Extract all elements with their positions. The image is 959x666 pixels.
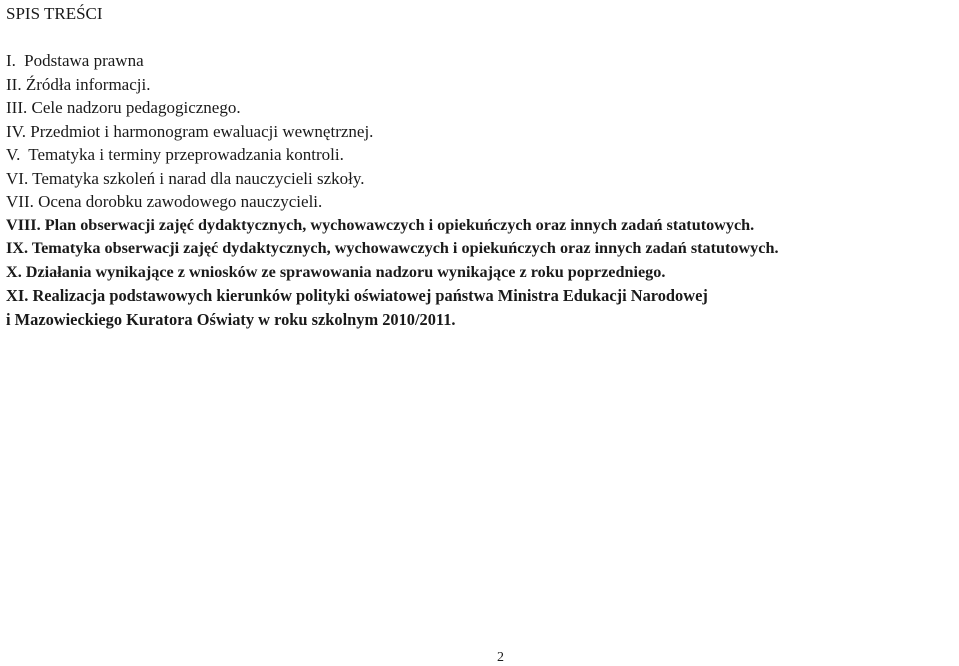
toc-item-text: Ocena dorobku zawodowego nauczycieli.	[38, 192, 323, 211]
table-of-contents	[6, 49, 779, 331]
toc-item-text: Podstawa prawna	[24, 51, 144, 70]
toc-item-5	[6, 143, 779, 167]
toc-item-text: Plan obserwacji zajęć dydaktycznych, wychowawczych i opiekuńczych oraz innych zadań statutowych.	[44, 215, 755, 234]
toc-item-number: XI.	[6, 286, 29, 305]
toc-item-text: Działania wynikające z wniosków ze sprawowania nadzoru wynikające z roku poprzedniego.	[25, 262, 666, 281]
toc-item-text: Tematyka obserwacji zajęć dydaktycznych, wychowawczych i opiekuńczych oraz innych zadań statutowych.	[31, 239, 779, 257]
toc-item-text: Realizacja podstawowych kierunków polityki oświatowej państwa Ministra Edukacji Narodowej	[32, 286, 708, 305]
page-title: SPIS TREŚCI	[6, 4, 103, 23]
toc-item-number: V.	[6, 145, 21, 164]
toc-item-number: IX.	[6, 239, 29, 257]
toc-item-1	[6, 49, 779, 73]
toc-item-7	[6, 190, 779, 214]
toc-item-number: X.	[6, 262, 22, 281]
toc-item-number: VI.	[6, 168, 29, 188]
toc-item-11-continuation	[6, 308, 779, 332]
toc-item-text: Źródła informacji.	[25, 74, 151, 94]
toc-item-text: i Mazowieckiego Kuratora Oświaty w roku szkolnym 2010/2011.	[6, 309, 456, 329]
toc-item-8	[6, 214, 779, 238]
toc-item-number: I.	[6, 51, 16, 70]
toc-item-11	[6, 284, 779, 308]
toc-item-6	[6, 167, 779, 191]
toc-item-text: Cele nadzoru pedagogicznego.	[31, 98, 241, 117]
toc-item-number: VII.	[6, 192, 34, 211]
page-number: 2	[497, 650, 504, 665]
toc-item-number: VIII.	[6, 215, 41, 234]
toc-item-9	[6, 237, 779, 261]
toc-item-3	[6, 96, 779, 120]
toc-item-text: Tematyka szkoleń i narad dla nauczycieli szkoły.	[32, 168, 365, 188]
toc-item-text: Tematyka i terminy przeprowadzania kontroli.	[28, 145, 344, 164]
toc-item-text: Przedmiot i harmonogram ewaluacji wewnętrznej.	[30, 121, 374, 141]
toc-item-number: III.	[6, 98, 28, 117]
toc-item-number: IV.	[6, 121, 26, 141]
toc-item-2	[6, 73, 779, 97]
toc-item-10	[6, 261, 779, 285]
toc-item-4	[6, 120, 779, 144]
toc-item-number: II.	[6, 74, 22, 94]
